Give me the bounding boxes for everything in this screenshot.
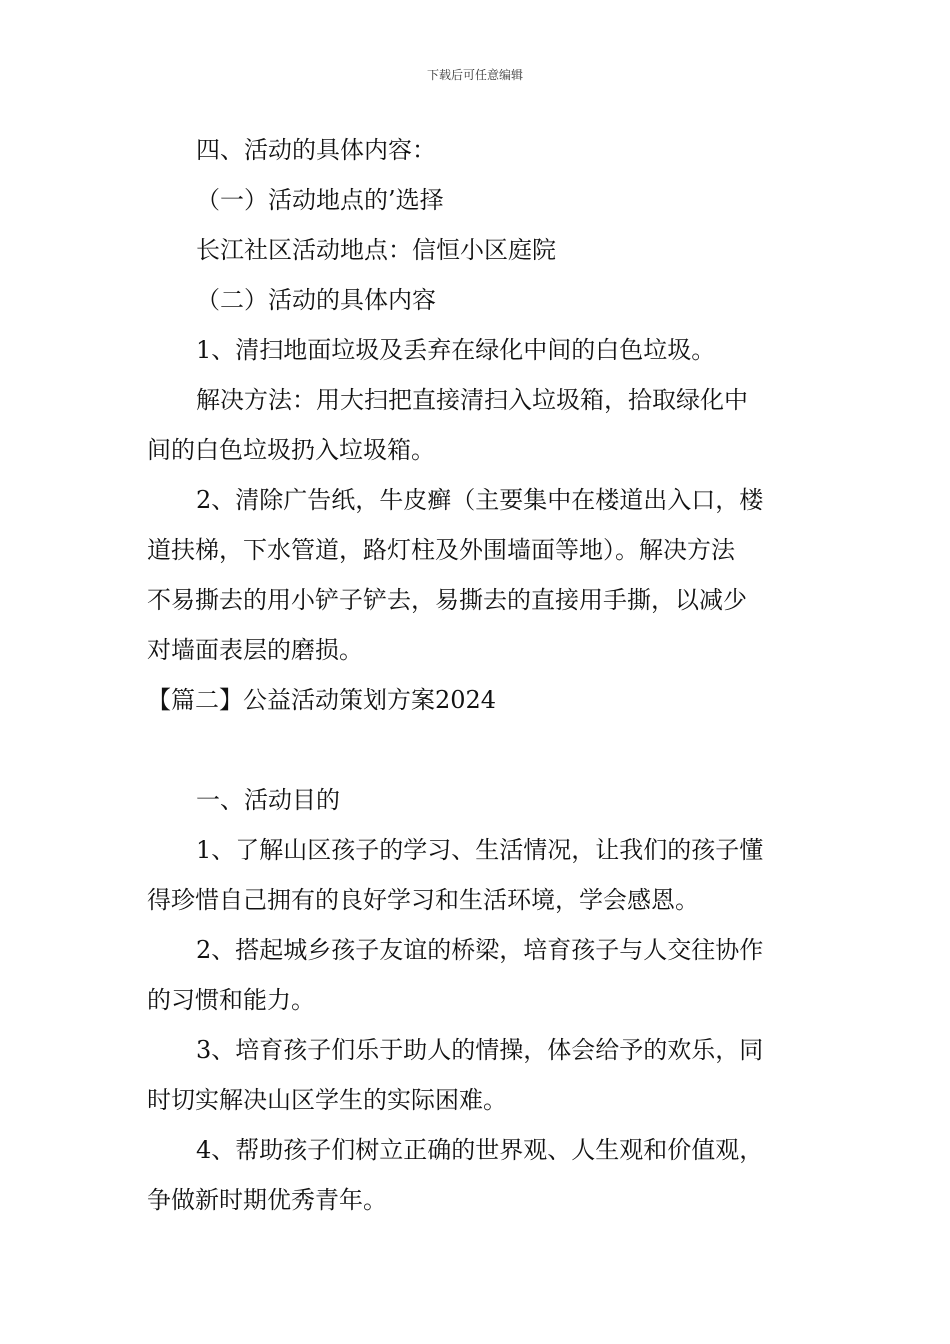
- objective-4-line-2: 争做新时期优秀青年。: [147, 1186, 387, 1214]
- objective-2-line-1: 2、搭起城乡孩子友谊的桥梁，培育孩子与人交往协作: [196, 936, 764, 964]
- subheading-activity-details: （二）活动的具体内容: [196, 286, 436, 314]
- paragraph-item-1: 1、清扫地面垃圾及丢弃在绿化中间的白色垃圾。: [196, 336, 716, 364]
- paragraph-solution-line-2: 间的白色垃圾扔入垃圾箱。: [147, 436, 435, 464]
- section-heading-activity-content: 四、活动的具体内容：: [196, 136, 436, 164]
- section-heading-objectives: 一、活动目的: [196, 786, 340, 814]
- objective-1-line-2: 得珍惜自己拥有的良好学习和生活环境，学会感恩。: [147, 886, 699, 914]
- paragraph-item-2-line-4: 对墙面表层的磨损。: [147, 636, 363, 664]
- paragraph-item-2-line-1: 2、清除广告纸，牛皮癣（主要集中在楼道出入口，楼: [196, 486, 764, 514]
- page-header-note: 下载后可任意编辑: [426, 68, 523, 82]
- paragraph-item-2-line-3: 不易撕去的用小铲子铲去，易撕去的直接用手撕，以减少: [147, 586, 747, 614]
- objective-3-line-2: 时切实解决山区学生的实际困难。: [147, 1086, 507, 1114]
- objective-4-line-1: 4、帮助孩子们树立正确的世界观、人生观和价值观，: [196, 1136, 764, 1164]
- objective-1-line-1: 1、了解山区孩子的学习、生活情况，让我们的孩子懂: [196, 836, 764, 864]
- paragraph-location: 长江社区活动地点：信恒小区庭院: [196, 236, 556, 264]
- subheading-activity-location: （一）活动地点的’选择: [196, 186, 444, 214]
- objective-2-line-2: 的习惯和能力。: [147, 986, 315, 1014]
- section-title-part-two: 【篇二】公益活动策划方案2024: [147, 686, 497, 714]
- paragraph-solution-line-1: 解决方法：用大扫把直接清扫入垃圾箱，拾取绿化中: [196, 386, 748, 414]
- objective-3-line-1: 3、培育孩子们乐于助人的情操，体会给予的欢乐，同: [196, 1036, 764, 1064]
- paragraph-item-2-line-2: 道扶梯，下水管道，路灯柱及外围墙面等地）。解决方法: [147, 536, 735, 564]
